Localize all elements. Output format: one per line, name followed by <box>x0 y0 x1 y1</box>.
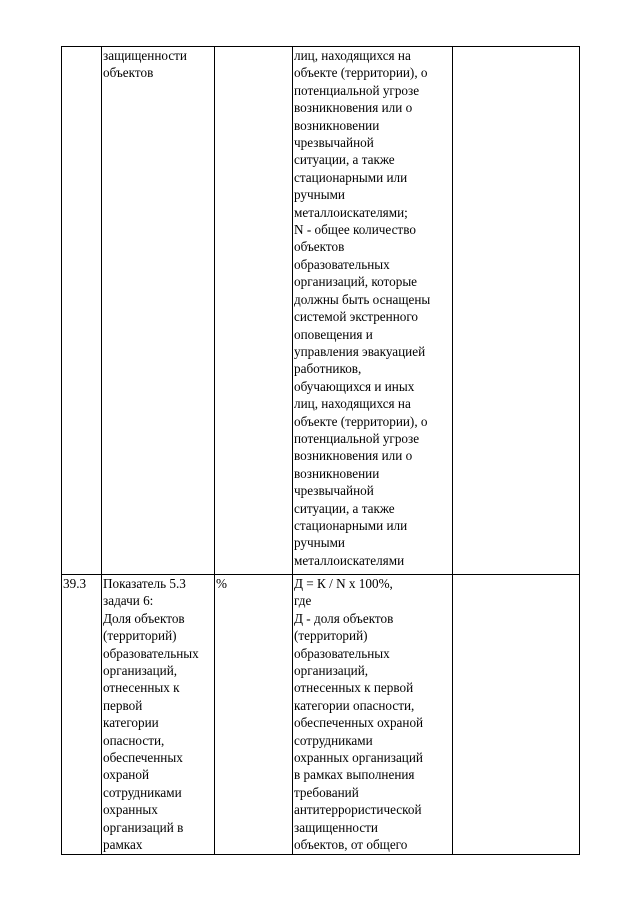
text-line: защищенности <box>294 819 378 835</box>
source-cell <box>453 47 580 575</box>
text-line: объекте (территории), о <box>294 413 428 429</box>
text-line: стационарными или <box>294 517 408 533</box>
text-line: образовательных <box>294 645 390 661</box>
text-line: охранных организаций <box>294 750 423 766</box>
text-line: категории <box>103 715 159 731</box>
text-line: оповещения и <box>294 326 373 342</box>
text-line: где <box>294 593 312 609</box>
text-line: системой экстренного <box>294 309 419 325</box>
text-line: задачи 6: <box>103 593 154 609</box>
text-line: (территорий) <box>103 628 177 644</box>
text-line: охраной <box>103 767 150 783</box>
text-line: ситуации, а также <box>294 500 395 516</box>
text-line: ручными <box>294 535 345 551</box>
text-line: потенциальной угрозе <box>294 82 420 98</box>
text-line: Доля объектов <box>103 610 185 626</box>
text-line: работников, <box>294 361 362 377</box>
indicator-name-cell <box>102 47 215 575</box>
text-line: первой <box>103 697 143 713</box>
text-line: отнесенных к <box>103 680 180 696</box>
text-line: образовательных <box>103 645 199 661</box>
text-line: антитеррористической <box>294 802 422 818</box>
text-line: Д = К / N x 100%, <box>294 576 393 591</box>
text-line: N - общее количество <box>294 222 416 238</box>
text-line: возникновении <box>294 465 380 481</box>
unit-text: % <box>216 576 227 591</box>
text-line: отнесенных к первой <box>294 680 414 696</box>
text-line: должны быть оснащены <box>294 291 431 307</box>
text-line: требований <box>294 784 359 800</box>
row-number-cell <box>62 47 102 575</box>
text-line: чрезвычайной <box>294 135 374 151</box>
text-line: лиц, находящихся на <box>294 396 411 412</box>
text-line: ситуации, а также <box>294 152 395 168</box>
text-line: обучающихся и иных <box>294 378 415 394</box>
unit-cell <box>215 575 293 855</box>
text-line: организаций, <box>103 663 178 679</box>
text-line: Показатель 5.3 <box>103 576 186 591</box>
text-line: обеспеченных <box>103 750 183 766</box>
text-line: металлоискателями; <box>294 204 408 220</box>
text-line: стационарными или <box>294 169 408 185</box>
text-line: в рамках выполнения <box>294 767 415 783</box>
text-line: защищенности <box>103 48 187 63</box>
text-line: сотрудниками <box>103 784 182 800</box>
table-row <box>62 575 580 855</box>
text-line: (территорий) <box>294 628 368 644</box>
text-line: охранных <box>103 802 158 818</box>
text-line: Д - доля объектов <box>294 610 394 626</box>
row-number: 39.3 <box>63 576 87 591</box>
text-line: сотрудниками <box>294 732 373 748</box>
indicator-name-cell <box>102 575 215 855</box>
unit-cell <box>215 47 293 575</box>
text-line: возникновения или о <box>294 448 413 464</box>
text-line: металлоискателями <box>294 552 405 568</box>
text-line: возникновения или о <box>294 100 413 116</box>
text-line: образовательных <box>294 256 390 272</box>
text-line: объектов, от общего <box>294 837 408 853</box>
text-line: обеспеченных охраной <box>294 715 424 731</box>
text-line: опасности, <box>103 732 165 748</box>
text-line: объектов <box>294 239 345 255</box>
formula-cell <box>293 575 453 855</box>
text-line: ручными <box>294 187 345 203</box>
text-line: чрезвычайной <box>294 483 374 499</box>
text-line: организаций, которые <box>294 274 418 290</box>
table-row <box>62 47 580 575</box>
text-line: категории опасности, <box>294 697 415 713</box>
text-line: организаций, <box>294 663 369 679</box>
text-line: управления эвакуацией <box>294 343 426 359</box>
text-line: рамках <box>103 837 143 853</box>
text-line: потенциальной угрозе <box>294 430 420 446</box>
source-cell <box>453 575 580 855</box>
text-line: организаций в <box>103 819 184 835</box>
formula-cell <box>293 47 453 575</box>
text-line: возникновении <box>294 117 380 133</box>
row-number-cell <box>62 575 102 855</box>
text-line: объектов <box>103 65 154 81</box>
text-line: лиц, находящихся на <box>294 48 411 63</box>
text-line: объекте (территории), о <box>294 65 428 81</box>
indicator-table <box>61 46 580 855</box>
